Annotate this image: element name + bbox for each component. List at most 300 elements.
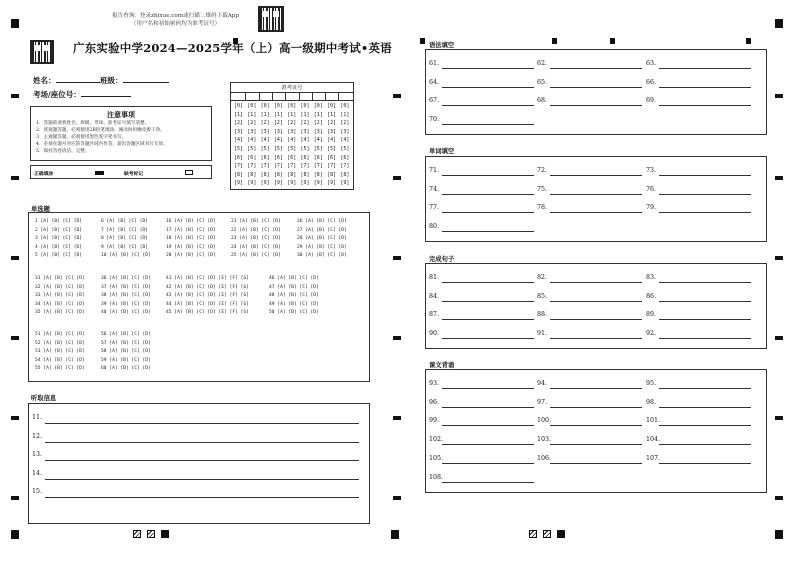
question-number: 85. xyxy=(537,292,548,300)
mc-question[interactable]: 3 [A] [B] [C] [D] xyxy=(35,236,83,241)
question-number: 104. xyxy=(646,436,661,444)
exam-digit-bubble[interactable]: [2] xyxy=(234,120,244,127)
notice-box xyxy=(30,106,212,161)
answer-line[interactable] xyxy=(442,124,534,125)
answer-line[interactable] xyxy=(45,479,359,480)
notice-line: 5．保持答卷清洁、完整。 xyxy=(36,149,90,154)
exam-digit-bubble[interactable]: [5] xyxy=(247,146,257,152)
question-number: 14. xyxy=(32,469,43,477)
exam-digit-bubble[interactable]: [7] xyxy=(247,163,257,170)
mc-question[interactable]: 21 [A] [B] [C] [D] xyxy=(231,219,281,224)
corner-mark xyxy=(775,19,783,28)
exam-digit-bubble[interactable]: [0] xyxy=(234,103,244,109)
page-mark-icon xyxy=(147,530,155,538)
notice-line: 3．主观题答题，必须使用黑色签字笔书写。 xyxy=(36,135,127,140)
answer-line[interactable] xyxy=(659,87,751,88)
notice-title: 注意事项 xyxy=(107,110,135,119)
exam-digit-bubble[interactable]: [6] xyxy=(327,154,337,161)
exam-digit-bubble[interactable]: [0] xyxy=(287,103,297,109)
corner-mark xyxy=(11,19,19,28)
answer-line[interactable] xyxy=(442,68,534,69)
mc-question[interactable]: 32 [A] [B] [C] [D] xyxy=(35,284,85,290)
mc-question[interactable]: 55 [A] [B] [C] [D] xyxy=(35,366,85,371)
mc-question[interactable]: 56 [A] [B] [C] [D] xyxy=(101,332,151,337)
side-mark xyxy=(11,496,19,500)
name-field[interactable] xyxy=(33,74,100,86)
mc-question[interactable]: 31 [A] [B] [C] [D] xyxy=(35,276,85,281)
mc-question[interactable]: 18 [A] [B] [C] [D] xyxy=(166,236,216,241)
exam-digit-bubble[interactable]: [4] xyxy=(300,137,310,144)
answer-line[interactable] xyxy=(442,407,534,408)
exam-digit-bubble[interactable]: [8] xyxy=(340,171,350,178)
exam-digit-bubble[interactable]: [0] xyxy=(300,103,310,109)
recite-title: 课文背诵 xyxy=(429,362,455,369)
mc-question[interactable]: 42 [A] [B] [C] [D] [E] [F] [G] xyxy=(166,284,249,290)
exam-digit-bubble[interactable]: [9] xyxy=(340,180,350,187)
answer-line[interactable] xyxy=(550,407,642,408)
exam-digit-bubble[interactable]: [6] xyxy=(273,154,283,161)
exam-digit-bubble[interactable]: [6] xyxy=(340,154,350,161)
mc-question[interactable]: 52 [A] [B] [C] [D] xyxy=(35,340,85,346)
question-number: 89. xyxy=(646,311,657,319)
exam-digit-bubble[interactable]: [5] xyxy=(287,146,297,152)
answer-line[interactable] xyxy=(442,301,534,302)
grid-divider xyxy=(285,92,286,100)
mc-question[interactable]: 39 [A] [B] [C] [D] xyxy=(101,301,151,307)
exam-number-title: 准考证号 xyxy=(281,85,303,91)
exam-digit-bubble[interactable]: [3] xyxy=(313,128,323,135)
side-mark xyxy=(775,416,783,420)
timing-mark xyxy=(420,38,425,44)
answer-line[interactable] xyxy=(550,282,642,283)
answer-line[interactable] xyxy=(659,105,751,106)
question-number: 73. xyxy=(646,167,657,174)
mc-question[interactable]: 24 [A] [B] [C] [D] xyxy=(231,244,281,250)
question-number: 65. xyxy=(537,78,548,86)
exam-digit-bubble[interactable]: [6] xyxy=(287,154,297,161)
mc-question[interactable]: 4 [A] [B] [C] [D] xyxy=(35,244,83,250)
question-number: 15. xyxy=(32,488,43,495)
answer-line[interactable] xyxy=(550,301,642,302)
question-number: 66. xyxy=(646,78,657,86)
side-mark xyxy=(775,336,783,340)
question-number: 99. xyxy=(429,417,440,425)
mc-question[interactable]: 5 [A] [B] [C] [D] xyxy=(35,253,83,258)
answer-line[interactable] xyxy=(442,282,534,283)
question-number: 12. xyxy=(32,432,43,440)
side-mark xyxy=(11,336,19,340)
exam-digit-bubble[interactable]: [0] xyxy=(340,103,350,109)
exam-digit-bubble[interactable]: [2] xyxy=(313,120,323,127)
exam-digit-bubble[interactable]: [3] xyxy=(260,128,270,135)
exam-digit-bubble[interactable]: [1] xyxy=(247,111,257,118)
seat-field[interactable] xyxy=(33,88,131,100)
exam-digit-bubble[interactable]: [4] xyxy=(260,137,270,144)
answer-line[interactable] xyxy=(659,212,751,213)
mc-question[interactable]: 45 [A] [B] [C] [D] [E] [F] [G] xyxy=(166,310,249,315)
exam-digit-bubble[interactable]: [6] xyxy=(300,154,310,161)
answer-line[interactable] xyxy=(45,460,359,461)
side-mark xyxy=(775,496,783,500)
report-note-line2: （用户名和初始密码均为准考证号） xyxy=(130,21,221,27)
mc-question[interactable]: 44 [A] [B] [C] [D] [E] [F] [G] xyxy=(166,301,249,307)
answer-line[interactable] xyxy=(659,194,751,195)
exam-digit-bubble[interactable]: [1] xyxy=(300,111,310,118)
mc-question[interactable]: 59 [A] [B] [C] [D] xyxy=(101,357,151,363)
side-mark xyxy=(11,94,19,98)
question-number: 87. xyxy=(429,311,440,319)
question-number: 102. xyxy=(429,436,444,444)
answer-line[interactable] xyxy=(659,319,751,320)
mc-question[interactable]: 49 [A] [B] [C] [D] xyxy=(269,301,319,307)
mc-question[interactable]: 58 [A] [B] [C] [D] xyxy=(101,349,151,354)
mc-question[interactable]: 51 [A] [B] [C] [D] xyxy=(35,332,85,337)
question-number: 72. xyxy=(537,167,548,174)
exam-digit-bubble[interactable]: [6] xyxy=(313,154,323,161)
question-number: 61. xyxy=(429,60,440,67)
exam-digit-bubble[interactable]: [6] xyxy=(260,154,270,161)
grid-divider xyxy=(272,92,273,100)
exam-digit-bubble[interactable]: [2] xyxy=(287,120,297,127)
listening-title: 听取信息 xyxy=(31,395,57,402)
exam-digit-bubble[interactable]: [5] xyxy=(260,146,270,152)
answer-line[interactable] xyxy=(442,463,534,464)
mc-question[interactable]: 46 [A] [B] [C] [D] xyxy=(269,276,319,281)
answer-line[interactable] xyxy=(442,105,534,106)
mc-question[interactable]: 1 [A] [B] [C] [D] xyxy=(35,219,83,224)
mc-question[interactable]: 41 [A] [B] [C] [D] [E] [F] [G] xyxy=(166,276,249,281)
mc-question[interactable]: 7 [A] [B] [C] [D] xyxy=(101,227,149,233)
exam-digit-bubble[interactable]: [0] xyxy=(247,103,257,109)
exam-digit-bubble[interactable]: [9] xyxy=(313,180,323,187)
exam-digit-bubble[interactable]: [2] xyxy=(300,120,310,127)
answer-line[interactable] xyxy=(45,497,359,498)
answer-line[interactable] xyxy=(442,388,534,389)
answer-line[interactable] xyxy=(659,425,751,426)
exam-digit-bubble[interactable]: [6] xyxy=(234,154,244,161)
exam-digit-bubble[interactable]: [4] xyxy=(340,137,350,144)
answer-line[interactable] xyxy=(550,444,642,445)
notice-line: 1．答题前请将姓名、班级、考场、准考证号填写清楚。 xyxy=(36,121,150,126)
exam-digit-bubble[interactable]: [2] xyxy=(247,120,257,127)
answer-line[interactable] xyxy=(659,407,751,408)
mc-question[interactable]: 34 [A] [B] [C] [D] xyxy=(35,301,85,307)
question-number: 75. xyxy=(537,185,548,193)
mc-question[interactable]: 6 [A] [B] [C] [D] xyxy=(101,219,149,224)
answer-line[interactable] xyxy=(442,444,534,445)
exam-digit-bubble[interactable]: [1] xyxy=(260,111,270,118)
side-mark xyxy=(393,176,401,180)
timing-mark xyxy=(610,38,615,44)
exam-digit-bubble[interactable]: [8] xyxy=(260,171,270,178)
mc-question[interactable]: 17 [A] [B] [C] [D] xyxy=(166,227,216,233)
missing-mark-checkbox[interactable] xyxy=(185,170,193,175)
exam-digit-bubble[interactable]: [2] xyxy=(260,120,270,127)
mc-question[interactable]: 35 [A] [B] [C] [D] xyxy=(35,310,85,315)
exam-digit-bubble[interactable]: [1] xyxy=(287,111,297,118)
exam-digit-bubble[interactable]: [3] xyxy=(300,128,310,135)
mc-question[interactable]: 22 [A] [B] [C] [D] xyxy=(231,227,281,233)
exam-digit-bubble[interactable]: [4] xyxy=(327,137,337,144)
answer-line[interactable] xyxy=(550,319,642,320)
exam-number-box xyxy=(230,82,354,190)
exam-digit-bubble[interactable]: [3] xyxy=(273,128,283,135)
question-number: 78. xyxy=(537,204,548,212)
notice-line: 4．必须在题号对应的答题区域内作答，超出答题区域书写无效。 xyxy=(36,142,168,147)
question-number: 82. xyxy=(537,274,548,281)
answer-line[interactable] xyxy=(659,282,751,283)
exam-digit-bubble[interactable]: [0] xyxy=(260,103,270,109)
question-number: 105. xyxy=(429,454,444,462)
exam-digit-bubble[interactable]: [2] xyxy=(273,120,283,127)
answer-line[interactable] xyxy=(550,87,642,88)
mc-question[interactable]: 27 [A] [B] [C] [D] xyxy=(297,227,347,233)
mc-question[interactable]: 38 [A] [B] [C] [D] xyxy=(101,293,151,298)
exam-digit-bubble[interactable]: [9] xyxy=(234,180,244,187)
question-number: 63. xyxy=(646,60,657,67)
mc-question[interactable]: 2 [A] [B] [C] [D] xyxy=(35,227,83,233)
page-mark-solid xyxy=(161,530,169,538)
question-number: 88. xyxy=(537,311,548,319)
exam-digit-bubble[interactable]: [1] xyxy=(327,111,337,118)
exam-digit-bubble[interactable]: [5] xyxy=(234,146,244,152)
exam-digit-bubble[interactable]: [4] xyxy=(273,137,283,144)
mc-question[interactable]: 43 [A] [B] [C] [D] [E] [F] [G] xyxy=(166,293,249,298)
correct-fill-sample xyxy=(95,171,104,175)
sentence-title: 完成句子 xyxy=(429,256,455,263)
class-label: 班级： xyxy=(100,76,123,85)
exam-digit-bubble[interactable]: [7] xyxy=(327,163,337,170)
side-mark xyxy=(393,496,401,500)
exam-digit-bubble[interactable]: [8] xyxy=(327,171,337,178)
question-number: 62. xyxy=(537,60,548,67)
timing-mark xyxy=(746,38,751,44)
exam-digit-bubble[interactable]: [9] xyxy=(287,180,297,187)
exam-digit-bubble[interactable]: [7] xyxy=(260,163,270,170)
question-number: 91. xyxy=(537,330,548,338)
answer-line[interactable] xyxy=(442,425,534,426)
mc-question[interactable]: 16 [A] [B] [C] [D] xyxy=(166,219,216,224)
exam-digit-bubble[interactable]: [5] xyxy=(300,146,310,152)
exam-digit-bubble[interactable]: [3] xyxy=(234,128,244,135)
single-choice-box xyxy=(28,212,370,382)
exam-digit-bubble[interactable]: [1] xyxy=(340,111,350,118)
mc-question[interactable]: 26 [A] [B] [C] [D] xyxy=(297,219,347,224)
answer-line[interactable] xyxy=(442,338,534,339)
name-label: 姓名： xyxy=(33,76,56,85)
exam-digit-bubble[interactable]: [6] xyxy=(247,154,257,161)
exam-digit-bubble[interactable]: [1] xyxy=(234,111,244,118)
answer-line[interactable] xyxy=(442,231,534,232)
exam-digit-bubble[interactable]: [2] xyxy=(340,120,350,127)
answer-line[interactable] xyxy=(550,212,642,213)
exam-digit-bubble[interactable]: [5] xyxy=(313,146,323,152)
answer-line[interactable] xyxy=(659,444,751,445)
side-mark xyxy=(775,176,783,180)
correct-fill-label: 正确填涂 xyxy=(34,171,54,177)
question-number: 106. xyxy=(537,454,552,462)
question-number: 92. xyxy=(646,330,657,338)
answer-line[interactable] xyxy=(550,338,642,339)
side-mark xyxy=(393,94,401,98)
side-mark xyxy=(775,256,783,260)
grid-divider xyxy=(245,92,246,100)
answer-line[interactable] xyxy=(659,68,751,69)
recite-box xyxy=(425,369,767,493)
exam-digit-bubble[interactable]: [9] xyxy=(260,180,270,187)
page-mark-icon xyxy=(529,530,537,538)
mc-question[interactable]: 54 [A] [B] [C] [D] xyxy=(35,357,85,363)
answer-line[interactable] xyxy=(659,175,751,176)
answer-line[interactable] xyxy=(550,175,642,176)
question-number: 76. xyxy=(646,185,657,193)
grid-divider xyxy=(325,92,326,100)
mc-question[interactable]: 23 [A] [B] [C] [D] xyxy=(231,236,281,241)
mc-question[interactable]: 57 [A] [B] [C] [D] xyxy=(101,340,151,346)
exam-digit-bubble[interactable]: [0] xyxy=(327,103,337,109)
question-number: 96. xyxy=(429,398,440,406)
exam-digit-bubble[interactable]: [0] xyxy=(273,103,283,109)
exam-digit-bubble[interactable]: [1] xyxy=(313,111,323,118)
answer-line[interactable] xyxy=(659,301,751,302)
sentence-box xyxy=(425,263,767,349)
mc-question[interactable]: 53 [A] [B] [C] [D] xyxy=(35,349,85,354)
answer-line[interactable] xyxy=(550,388,642,389)
question-number: 86. xyxy=(646,292,657,300)
question-number: 107. xyxy=(646,454,661,462)
mc-question[interactable]: 47 [A] [B] [C] [D] xyxy=(269,284,319,290)
grammar-box xyxy=(425,49,767,135)
exam-digit-bubble[interactable]: [8] xyxy=(313,171,323,178)
answer-line[interactable] xyxy=(659,388,751,389)
exam-digit-bubble[interactable]: [3] xyxy=(247,128,257,135)
listening-box xyxy=(28,403,370,524)
answer-line[interactable] xyxy=(550,194,642,195)
mc-question[interactable]: 36 [A] [B] [C] [D] xyxy=(101,276,151,281)
exam-digit-bubble[interactable]: [7] xyxy=(234,163,244,170)
question-number: 94. xyxy=(537,380,548,387)
mc-question[interactable]: 8 [A] [B] [C] [D] xyxy=(101,236,149,241)
mc-question[interactable]: 37 [A] [B] [C] [D] xyxy=(101,284,151,290)
question-number: 80. xyxy=(429,223,440,231)
answer-line[interactable] xyxy=(442,319,534,320)
exam-digit-bubble[interactable]: [7] xyxy=(313,163,323,170)
exam-digit-bubble[interactable]: [7] xyxy=(273,163,283,170)
answer-line[interactable] xyxy=(442,482,534,483)
mc-question[interactable]: 28 [A] [B] [C] [D] xyxy=(297,236,347,241)
answer-line[interactable] xyxy=(550,463,642,464)
missing-mark-label: 缺考标记 xyxy=(124,171,144,177)
answer-line[interactable] xyxy=(45,442,359,443)
exam-digit-bubble[interactable]: [3] xyxy=(287,128,297,135)
exam-digit-bubble[interactable]: [0] xyxy=(313,103,323,109)
exam-digit-bubble[interactable]: [8] xyxy=(300,171,310,178)
mc-question[interactable]: 33 [A] [B] [C] [D] xyxy=(35,293,85,298)
page-title: 广东实验中学2024—2025学年（上）高一级期中考试•英语 xyxy=(73,41,392,55)
corner-mark xyxy=(391,530,399,539)
mc-question[interactable]: 20 [A] [B] [C] [D] xyxy=(166,253,216,258)
question-number: 13. xyxy=(32,451,43,458)
exam-digit-bubble[interactable]: [8] xyxy=(287,171,297,178)
question-number: 74. xyxy=(429,185,440,193)
answer-line[interactable] xyxy=(550,105,642,106)
question-number: 68. xyxy=(537,97,548,105)
exam-digit-bubble[interactable]: [5] xyxy=(273,146,283,152)
exam-digit-bubble[interactable]: [7] xyxy=(300,163,310,170)
exam-digit-bubble[interactable]: [8] xyxy=(234,171,244,178)
question-number: 77. xyxy=(429,204,440,212)
report-query-note xyxy=(108,12,243,28)
fill-legend-box xyxy=(30,165,212,179)
mc-question[interactable]: 40 [A] [B] [C] [D] xyxy=(101,310,151,315)
report-note-line1: 报告查询：登录zhixue.com或扫描二维码下载App xyxy=(111,13,240,19)
mc-question[interactable]: 60 [A] [B] [C] [D] xyxy=(101,366,151,371)
notice-line: 2．客观题答题，必须使用2B铅笔填涂，修改时用橡皮擦干净。 xyxy=(36,128,165,133)
page-mark-icon xyxy=(133,530,141,538)
exam-digit-bubble[interactable]: [4] xyxy=(247,137,257,144)
question-number: 93. xyxy=(429,380,440,387)
exam-digit-bubble[interactable]: [9] xyxy=(247,180,257,187)
exam-digit-bubble[interactable]: [5] xyxy=(340,146,350,152)
exam-digit-bubble[interactable]: [2] xyxy=(327,120,337,127)
mc-question[interactable]: 10 [A] [B] [C] [D] xyxy=(101,253,151,258)
grid-divider xyxy=(338,92,339,100)
mc-question[interactable]: 30 [A] [B] [C] [D] xyxy=(297,253,347,258)
answer-line[interactable] xyxy=(442,194,534,195)
exam-digit-bubble[interactable]: [7] xyxy=(340,163,350,170)
exam-digit-bubble[interactable]: [4] xyxy=(313,137,323,144)
exam-digit-bubble[interactable]: [3] xyxy=(340,128,350,135)
question-number: 100. xyxy=(537,417,552,425)
answer-line[interactable] xyxy=(550,68,642,69)
mc-question[interactable]: 19 [A] [B] [C] [D] xyxy=(166,244,216,250)
single-choice-title: 单选题 xyxy=(31,206,50,213)
exam-digit-bubble[interactable]: [9] xyxy=(327,180,337,187)
grid-divider xyxy=(259,92,260,100)
question-number: 98. xyxy=(646,398,657,406)
exam-digit-bubble[interactable]: [4] xyxy=(287,137,297,144)
exam-digit-bubble[interactable]: [9] xyxy=(300,180,310,187)
exam-digit-bubble[interactable]: [4] xyxy=(234,137,244,144)
exam-digit-bubble[interactable]: [1] xyxy=(273,111,283,118)
exam-digit-bubble[interactable]: [3] xyxy=(327,128,337,135)
mc-question[interactable]: 50 [A] [B] [C] [D] xyxy=(269,310,319,315)
answer-line[interactable] xyxy=(659,463,751,464)
exam-digit-bubble[interactable]: [9] xyxy=(273,180,283,187)
mc-question[interactable]: 25 [A] [B] [C] [D] xyxy=(231,253,281,258)
class-field[interactable] xyxy=(100,74,169,86)
answer-line[interactable] xyxy=(442,175,534,176)
answer-line[interactable] xyxy=(659,338,751,339)
side-mark xyxy=(393,256,401,260)
exam-digit-bubble[interactable]: [5] xyxy=(327,146,337,152)
side-mark xyxy=(11,416,19,420)
answer-line[interactable] xyxy=(442,87,534,88)
exam-digit-bubble[interactable]: [8] xyxy=(247,171,257,178)
corner-mark xyxy=(11,530,19,539)
answer-line[interactable] xyxy=(442,212,534,213)
mc-question[interactable]: 9 [A] [B] [C] [D] xyxy=(101,244,149,250)
mc-question[interactable]: 48 [A] [B] [C] [D] xyxy=(269,293,319,298)
answer-line[interactable] xyxy=(550,425,642,426)
timing-mark xyxy=(552,38,557,44)
mc-question[interactable]: 29 [A] [B] [C] [D] xyxy=(297,244,347,250)
question-number: 11. xyxy=(32,414,43,421)
answer-line[interactable] xyxy=(45,423,359,424)
grid-divider xyxy=(299,92,300,100)
exam-digit-bubble[interactable]: [8] xyxy=(273,171,283,178)
exam-digit-bubble[interactable]: [7] xyxy=(287,163,297,170)
